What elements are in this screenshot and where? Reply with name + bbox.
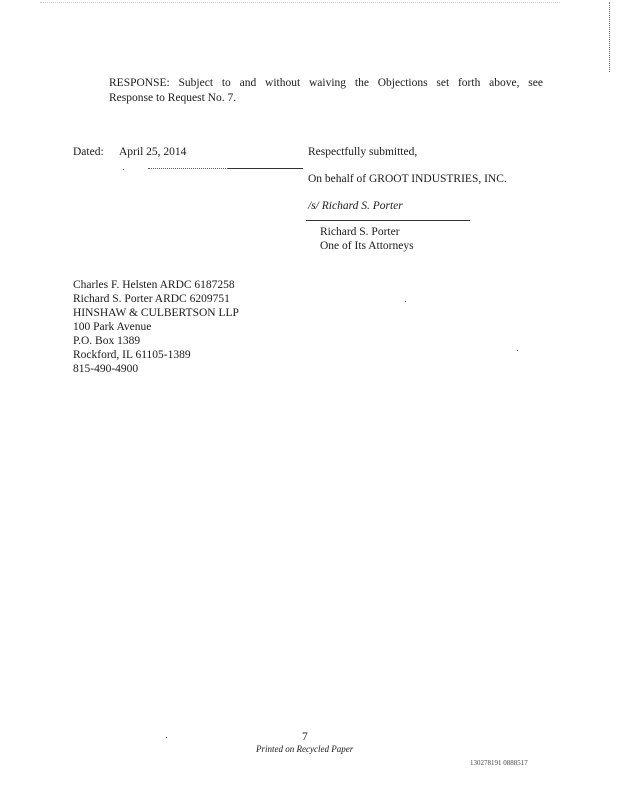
counsel-street: 100 Park Avenue (73, 321, 152, 333)
dated-dotted-rule (148, 168, 228, 169)
electronic-signature: /s/ Richard S. Porter (308, 200, 403, 212)
response-line-2: Response to Request No. 7. (109, 92, 237, 104)
scan-margin-dots (609, 2, 611, 72)
counsel-line-2: Richard S. Porter ARDC 6209751 (73, 293, 230, 305)
scan-speck (405, 301, 406, 302)
printed-on-recycled-paper: Printed on Recycled Paper (256, 744, 354, 754)
counsel-po-box: P.O. Box 1389 (73, 335, 141, 347)
dated-date: April 25, 2014 (119, 146, 187, 158)
counsel-city: Rockford, IL 61105-1389 (73, 349, 191, 361)
counsel-line-1: Charles F. Helsten ARDC 6187258 (73, 279, 235, 291)
counsel-phone: 815-490-4900 (73, 363, 139, 375)
on-behalf-of: On behalf of GROOT INDUSTRIES, INC. (308, 173, 507, 185)
document-id: 130278191 0888517 (470, 759, 528, 767)
signer-name: Richard S. Porter (320, 226, 400, 238)
dated-rule (228, 168, 303, 169)
response-line-1: RESPONSE: Subject to and without waiving the Objections set forth above, see (109, 77, 543, 89)
scan-speck (123, 169, 124, 170)
signature-rule (306, 220, 470, 221)
scan-speck (517, 350, 518, 351)
scan-speck (166, 737, 167, 738)
scan-top-edge (40, 2, 560, 3)
counsel-firm: HINSHAW & CULBERTSON LLP (73, 307, 239, 319)
page-number: 7 (302, 731, 308, 743)
signer-role: One of Its Attorneys (320, 240, 414, 252)
dated-label: Dated: (73, 146, 104, 158)
respectfully-submitted: Respectfully submitted, (308, 146, 418, 158)
